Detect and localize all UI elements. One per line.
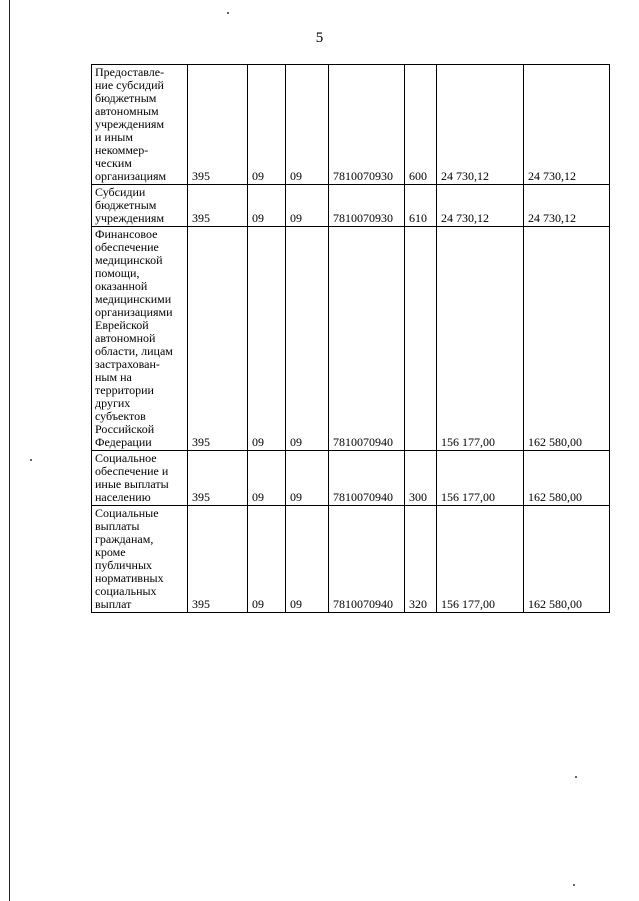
page-number: 5 (315, 30, 324, 46)
item-name-cell (92, 65, 188, 185)
target-article-cell: 7810070930 (329, 65, 405, 185)
table-row (92, 451, 610, 506)
budget-table (91, 64, 610, 613)
code-cell: 395 (188, 506, 248, 613)
item-name-line: других (95, 396, 131, 410)
item-name-line: медицинскими (95, 292, 172, 306)
scan-speck (575, 776, 577, 778)
expense-type-cell: 300 (405, 451, 437, 506)
item-name-line: и иным (95, 130, 133, 144)
amount-year1-cell: 156 177,00 (437, 506, 524, 613)
scan-speck (573, 884, 575, 886)
amount-year2-cell: 162 580,00 (524, 227, 610, 451)
item-name-line: Еврейской (95, 318, 149, 332)
item-name-line: иные выплаты (95, 477, 169, 491)
expense-type-cell (405, 227, 437, 451)
code-cell: 395 (188, 451, 248, 506)
item-name-cell (92, 185, 188, 227)
target-article-cell: 7810070940 (329, 227, 405, 451)
page-left-edge-line (9, 0, 10, 901)
item-name-line: области, лицам (95, 344, 173, 358)
item-name-line: автономным (95, 104, 159, 118)
item-name-line: нормативных (95, 571, 164, 585)
item-name-line: субъектов (95, 409, 146, 423)
item-name-line: социальных (95, 584, 157, 598)
budget-table-body (92, 65, 610, 613)
item-name-line: некоммер- (95, 143, 149, 157)
item-name-line: Российской (95, 422, 155, 436)
section-cell: 09 (248, 227, 286, 451)
item-name-line: обеспечение и (95, 464, 169, 478)
item-name-line: обеспечение (95, 240, 159, 254)
item-name-line: Социальные (95, 506, 159, 520)
item-name-line: застрахован- (95, 357, 160, 371)
item-name-line: ческим (95, 156, 132, 170)
item-name-line: бюджетным (95, 198, 157, 212)
item-name-line: организациями (95, 305, 173, 319)
expense-type-cell: 320 (405, 506, 437, 613)
target-article-cell: 7810070930 (329, 185, 405, 227)
subsection-cell: 09 (286, 185, 329, 227)
amount-year2-cell: 24 730,12 (524, 185, 610, 227)
code-cell: 395 (188, 65, 248, 185)
amount-year1-cell: 156 177,00 (437, 227, 524, 451)
expense-type-cell: 600 (405, 65, 437, 185)
target-article-cell: 7810070940 (329, 506, 405, 613)
table-row (92, 185, 610, 227)
item-name-line: ным на (95, 370, 132, 384)
item-name-line: кроме (95, 545, 126, 559)
target-article-cell: 7810070940 (329, 451, 405, 506)
amount-year1-cell: 156 177,00 (437, 451, 524, 506)
item-name-line: бюджетным (95, 91, 157, 105)
expense-type-cell: 610 (405, 185, 437, 227)
item-name-cell (92, 451, 188, 506)
item-name-line: выплат (95, 597, 132, 611)
item-name-line: медицинской (95, 253, 163, 267)
item-name-line: гражданам, (95, 532, 154, 546)
scan-speck (30, 459, 32, 461)
item-name-cell (92, 506, 188, 613)
item-name-line: населению (95, 490, 151, 504)
item-name-line: ние субсидий (95, 78, 164, 92)
item-name-line: учреждениям (95, 117, 165, 131)
item-name-line: оказанной (95, 279, 148, 293)
item-name-line: Федерации (95, 435, 152, 449)
amount-year2-cell: 162 580,00 (524, 451, 610, 506)
item-name-line: Предоставле- (95, 65, 165, 79)
subsection-cell: 09 (286, 227, 329, 451)
table-row (92, 227, 610, 451)
amount-year2-cell: 162 580,00 (524, 506, 610, 613)
code-cell: 395 (188, 185, 248, 227)
item-name-cell (92, 227, 188, 451)
table-row (92, 506, 610, 613)
code-cell: 395 (188, 227, 248, 451)
item-name-line: помощи, (95, 266, 140, 280)
item-name-line: Субсидии (95, 185, 146, 199)
item-name-line: выплаты (95, 519, 140, 533)
amount-year2-cell: 24 730,12 (524, 65, 610, 185)
subsection-cell: 09 (286, 506, 329, 613)
amount-year1-cell: 24 730,12 (437, 65, 524, 185)
subsection-cell: 09 (286, 65, 329, 185)
amount-year1-cell: 24 730,12 (437, 185, 524, 227)
item-name-line: публичных (95, 558, 152, 572)
item-name-line: организациям (95, 169, 167, 183)
section-cell: 09 (248, 506, 286, 613)
item-name-line: Социальное (95, 451, 157, 465)
item-name-line: учреждениям (95, 211, 165, 225)
section-cell: 09 (248, 451, 286, 506)
section-cell: 09 (248, 65, 286, 185)
item-name-line: Финансовое (95, 227, 158, 241)
scan-speck (227, 12, 229, 14)
subsection-cell: 09 (286, 451, 329, 506)
item-name-line: автономной (95, 331, 156, 345)
table-row (92, 65, 610, 185)
section-cell: 09 (248, 185, 286, 227)
item-name-line: территории (95, 383, 154, 397)
